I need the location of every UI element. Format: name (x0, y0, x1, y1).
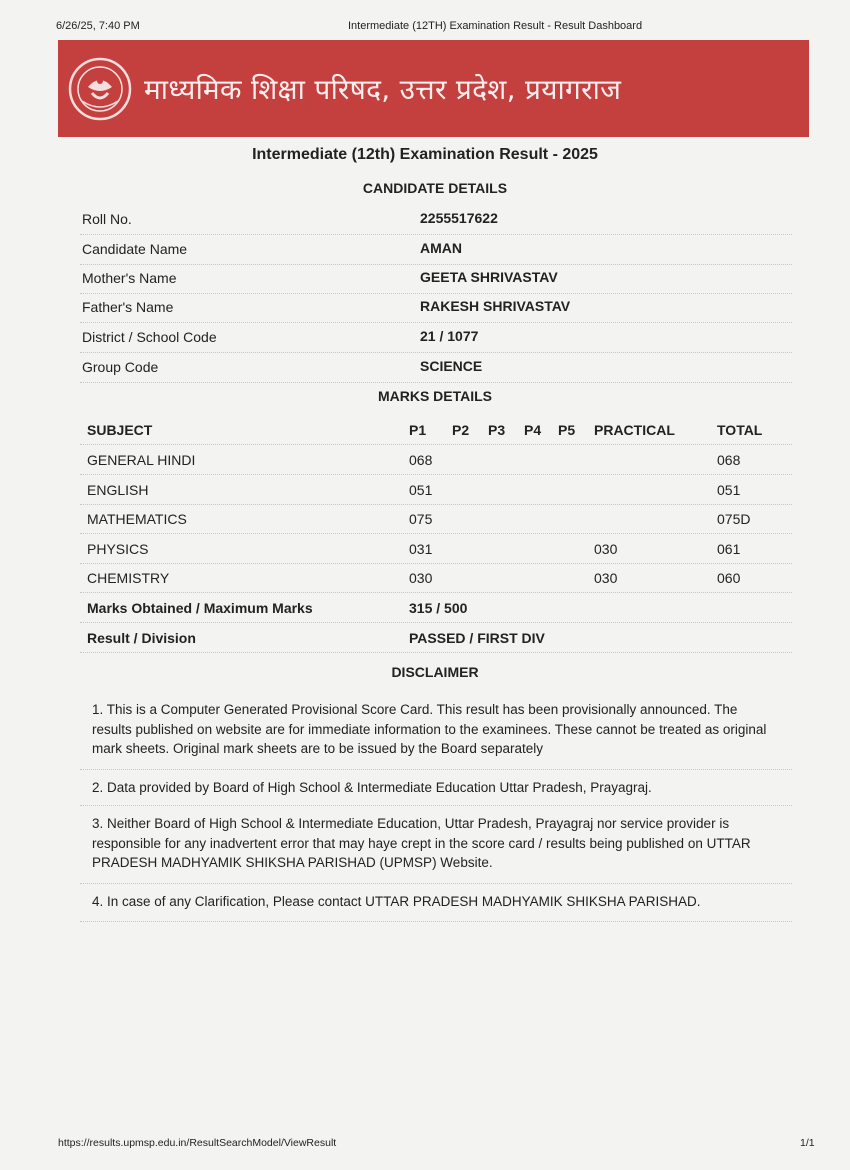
p1-marks: 051 (409, 482, 433, 498)
total-marks: 060 (717, 570, 741, 586)
father-name-value: RAKESH SHRIVASTAV (420, 298, 571, 314)
table-row (80, 533, 792, 564)
info-row-group-code (80, 352, 792, 383)
col-practical: PRACTICAL (594, 422, 675, 438)
info-row-roll-no (80, 204, 792, 235)
candidate-name-value: AMAN (420, 240, 462, 256)
result-division-row (80, 622, 792, 653)
result-division-value: PASSED / FIRST DIV (409, 630, 545, 646)
p1-marks: 030 (409, 570, 433, 586)
table-row (80, 474, 792, 505)
info-row-mother-name (80, 263, 792, 294)
district-school-code-label: District / School Code (82, 329, 217, 345)
marks-obtained-value: 315 / 500 (409, 600, 468, 616)
disclaimer-item: 4. In case of any Clarification, Please contact UTTAR PRADESH MADHYAMIK SHIKSHA PARISHAD. (80, 892, 792, 922)
disclaimer-item: 2. Data provided by Board of High School & Intermediate Education Uttar Pradesh, Prayagraj. (80, 778, 792, 806)
marks-obtained-label: Marks Obtained / Maximum Marks (87, 600, 313, 616)
total-marks: 068 (717, 452, 741, 468)
col-p1: P1 (409, 422, 427, 438)
marks-obtained-row (80, 592, 792, 623)
col-subject: SUBJECT (87, 422, 153, 438)
disclaimer-item: 3. Neither Board of High School & Intermediate Education, Uttar Pradesh, Prayagraj nor service provider is responsible for any inadvertent error that may haye crept in the score card / results being published on UTTAR PRADESH MADHYAMIK SHIKSHA PARISHAD (UPMSP) Website. (80, 814, 792, 884)
subject-name: PHYSICS (87, 541, 149, 557)
district-school-code-value: 21 / 1077 (420, 328, 479, 344)
p1-marks: 075 (409, 511, 433, 527)
subject-name: CHEMISTRY (87, 570, 170, 586)
col-p3: P3 (488, 422, 506, 438)
footer-url: https://results.upmsp.edu.in/ResultSearchModel/ViewResult (58, 1137, 337, 1149)
subject-name: MATHEMATICS (87, 511, 187, 527)
group-code-value: SCIENCE (420, 358, 483, 374)
practical-marks: 030 (594, 541, 618, 557)
print-datetime: 6/26/25, 7:40 PM (56, 20, 140, 32)
roll-no-value: 2255517622 (420, 210, 498, 226)
info-row-father-name (80, 292, 792, 323)
col-p4: P4 (524, 422, 542, 438)
mother-name-label: Mother's Name (82, 270, 177, 286)
father-name-label: Father's Name (82, 299, 174, 315)
info-row-candidate-name (80, 234, 792, 265)
page-number: 1/1 (800, 1137, 815, 1149)
roll-no-label: Roll No. (82, 211, 132, 227)
print-page-title: Intermediate (12TH) Examination Result - Result Dashboard (348, 20, 643, 32)
col-p5: P5 (558, 422, 576, 438)
info-row-district-school-code (80, 322, 792, 353)
candidate-name-label: Candidate Name (82, 241, 188, 257)
table-row (80, 444, 792, 475)
col-p2: P2 (452, 422, 470, 438)
candidate-details-heading: CANDIDATE DETAILS (362, 180, 508, 196)
board-name: माध्यमिक शिक्षा परिषद, उत्तर प्रदेश, प्रयागराज (144, 73, 622, 106)
p1-marks: 031 (409, 541, 433, 557)
total-marks: 051 (717, 482, 741, 498)
disclaimer-item: 1. This is a Computer Generated Provisional Score Card. This result has been provisionally announced. The results published on website are for immediate information to the examinees. These cannot be treated as original mark sheets. Original mark sheets are to be issued by the Board separately (80, 700, 792, 770)
p1-marks: 068 (409, 452, 433, 468)
subject-name: GENERAL HINDI (87, 452, 196, 468)
subject-name: ENGLISH (87, 482, 149, 498)
table-row (80, 503, 792, 534)
total-marks: 075D (717, 511, 751, 527)
group-code-label: Group Code (82, 359, 159, 375)
practical-marks: 030 (594, 570, 618, 586)
marks-table-header (80, 414, 792, 445)
upmsp-emblem-icon (68, 57, 132, 121)
col-total: TOTAL (717, 422, 763, 438)
total-marks: 061 (717, 541, 741, 557)
document-title: Intermediate (12th) Examination Result - 2025 (252, 146, 598, 163)
disclaimer-heading: DISCLAIMER (391, 664, 479, 680)
board-banner (58, 40, 809, 137)
mother-name-value: GEETA SHRIVASTAV (420, 269, 558, 285)
table-row (80, 562, 792, 593)
marks-details-heading: MARKS DETAILS (377, 388, 493, 404)
result-division-label: Result / Division (87, 630, 196, 646)
